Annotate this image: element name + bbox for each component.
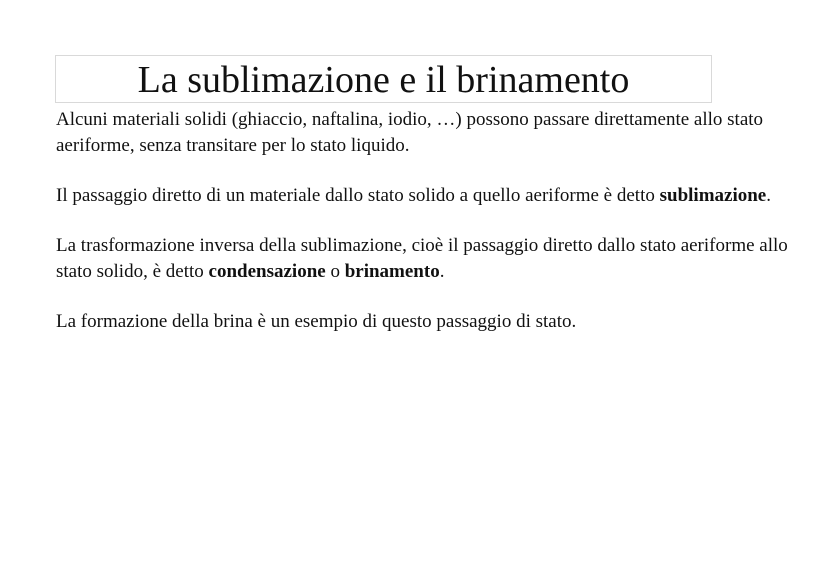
paragraph-sublimation-end: .	[766, 185, 771, 206]
paragraph-example: La formazione della brina è un esempio di questo passaggio di stato.	[56, 311, 577, 332]
term-brinamento: brinamento	[344, 261, 440, 282]
paragraph-sublimation	[56, 183, 796, 209]
term-sublimazione: sublimazione	[659, 185, 767, 206]
slide-title: La sublimazione e il brinamento	[137, 59, 630, 101]
paragraph-intro: Alcuni materiali solidi (ghiaccio, naftalina, iodio, …) possono passare direttamente allo stato aeriforme, senza transitare per lo stato liquido.	[56, 109, 764, 156]
term-condensazione: condensazione	[208, 261, 326, 282]
title-box	[55, 55, 712, 103]
slide-body	[56, 107, 796, 359]
paragraph-inverse	[56, 233, 796, 285]
paragraph-inverse-middle: o	[325, 261, 345, 282]
paragraph-inverse-end: .	[439, 261, 445, 282]
paragraph-inverse-text: La trasformazione inversa della sublimazione, cioè il passaggio diretto dallo stato aeriforme allo stato solido, è detto	[56, 235, 788, 282]
paragraph-sublimation-text: Il passaggio diretto di un materiale dallo stato solido a quello aeriforme è detto	[56, 185, 660, 206]
